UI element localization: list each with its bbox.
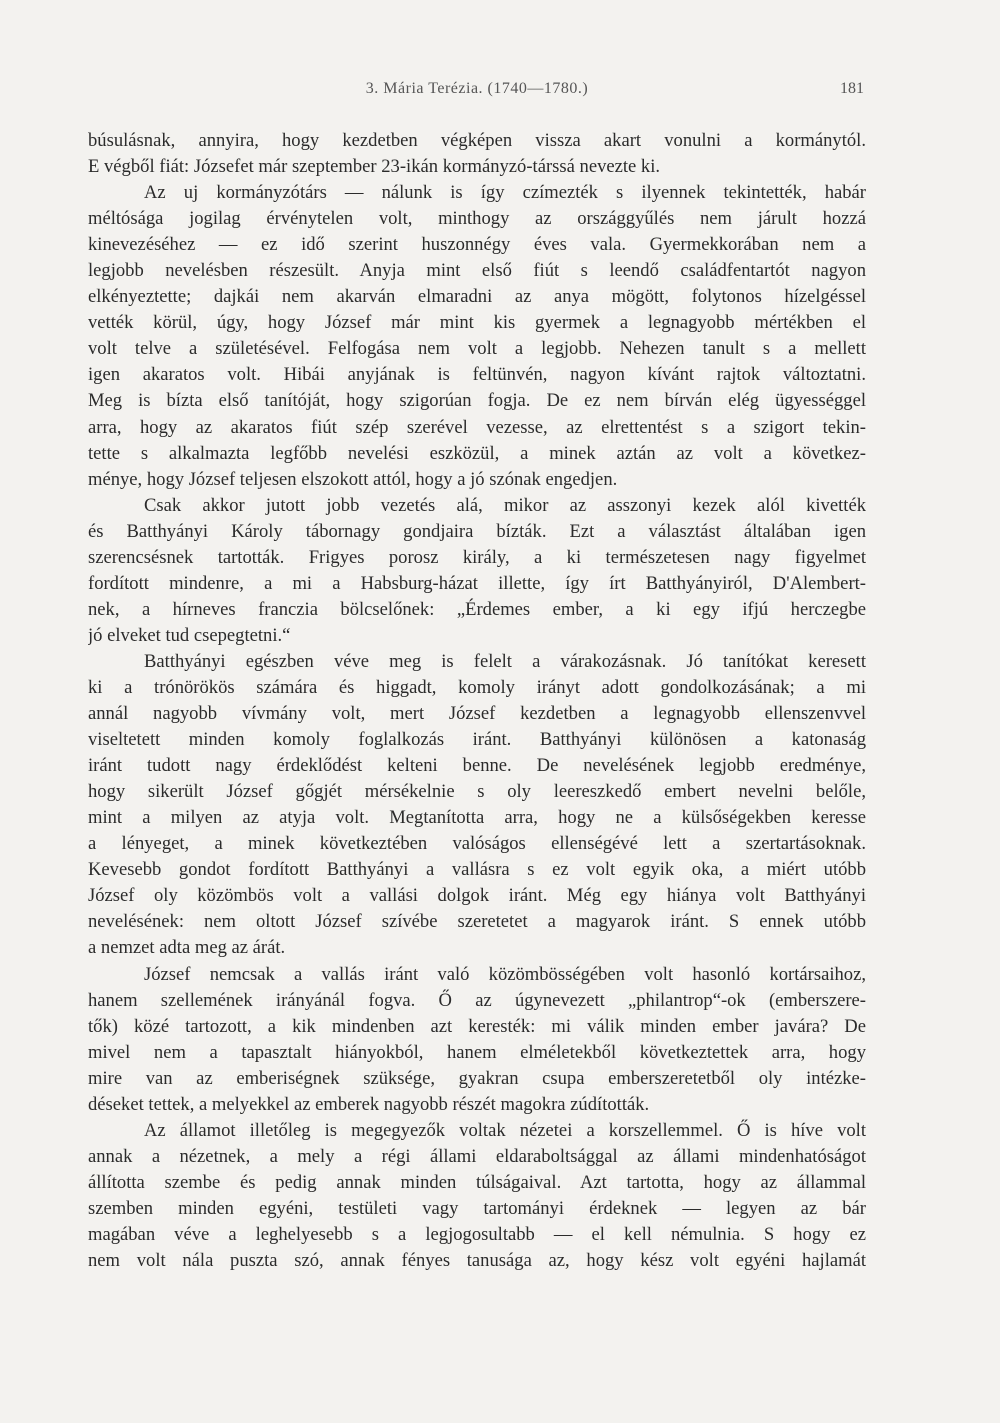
text-line: állította szembe és pedig annak minden túlságaival. Azt tartotta, hogy az állammal xyxy=(88,1171,866,1193)
text-line: vették körül, úgy, hogy József már mint kis gyermek a legnagyobb mértékben el xyxy=(88,312,866,334)
paragraph xyxy=(88,128,866,180)
text-line: és Batthyányi Károly tábornagy gondjaira bízták. Ezt a választást általában igen xyxy=(88,520,866,542)
text-line: ki a trónörökös számára és higgadt, komoly irányt adott gondolkozásának; a mi xyxy=(88,676,866,698)
text-line: déseket tettek, a melyekkel az emberek nagyobb részét magokra zúdították. xyxy=(88,1093,650,1115)
text-line: méltósága jogilag érvénytelen volt, minthogy az országgyűlés nem járult hozzá xyxy=(88,208,866,230)
text-line: igen akaratos volt. Hibái anyjának is feltünvén, nagyon kívánt rajtok változtatni. xyxy=(88,364,866,386)
text-line: iránt tudott nagy érdeklődést kelteni benne. De nevelésének legjobb eredménye, xyxy=(88,755,866,777)
text-line: József oly közömbös volt a vallási dolgok iránt. Még egy hiánya volt Batthyányi xyxy=(88,885,866,907)
text-line: József nemcsak a vallás iránt való közömbösségében volt hasonló kortársaihoz, xyxy=(144,963,866,985)
text-line: a nemzet adta meg az árát. xyxy=(88,937,286,959)
text-line: mivel nem a tapasztalt hiányokból, hanem elméletekből következtettek arra, hogy xyxy=(88,1041,866,1063)
paragraph xyxy=(88,180,866,493)
text-line: nevelésének: nem oltott József szívébe szeretetet a magyarok iránt. S ennek utóbb xyxy=(88,911,866,933)
text-line: nem volt nála puszta szó, annak fényes tanusága az, hogy kész volt egyéni hajlamát xyxy=(88,1250,866,1272)
text-line: szemben minden egyéni, testületi vagy tartományi érdeknek — legyen az bár xyxy=(88,1197,866,1219)
text-line: annak a nézetnek, a mely a régi állami eldaraboltsággal az állami mindenhatóságot xyxy=(88,1145,866,1167)
text-line: volt telve a születésével. Felfogása nem volt a legjobb. Nehezen tanult s a mellett xyxy=(88,338,866,360)
paragraph xyxy=(88,962,866,1118)
text-line: Kevesebb gondot fordított Batthyányi a vallásra s ez volt egyik oka, a miért utóbb xyxy=(88,859,866,881)
body-text xyxy=(88,128,866,1274)
paragraph xyxy=(88,649,866,962)
text-line: legjobb nevelésben részesült. Anyja mint első fiút s leendő családfentartót nagyon xyxy=(88,260,866,282)
text-line: Csak akkor jutott jobb vezetés alá, mikor az asszonyi kezek alól kivették xyxy=(144,494,866,516)
text-line: Meg is bízta első tanítóját, hogy szigorúan fogja. De ez nem bírván elég ügyességgel xyxy=(88,390,866,412)
text-line: kinevezéséhez — ez idő szerint huszonnégy éves vala. Gyermekkorában nem a xyxy=(88,234,866,256)
text-line: Az uj kormányzótárs — nálunk is így czímezték s ilyennek tekintették, habár xyxy=(144,182,866,204)
paragraph xyxy=(88,493,866,649)
text-line: annál nagyobb vívmány volt, mert József kezdetben a legnagyobb ellenszenvvel xyxy=(88,703,866,725)
text-line: szerencsésnek tartották. Frigyes porosz király, a ki természetesen nagy figyelmet xyxy=(88,546,866,568)
text-line: viseltetett minden komoly foglalkozás iránt. Batthyányi különösen a katonaság xyxy=(88,729,866,751)
text-line: nek, a hírneves franczia bölcselőnek: „Érdemes ember, a ki egy ifjú herczegbe xyxy=(88,598,866,620)
text-line: mint a milyen az atyja volt. Megtanította arra, hogy ne a külsőségekben keresse xyxy=(88,807,866,829)
text-line: hogy sikerült József gőgjét mérsékelnie s oly leereszkedő embert nevelni belőle, xyxy=(88,781,866,803)
text-line: jó elveket tud csepegtetni.“ xyxy=(88,624,291,646)
text-line: arra, hogy az akaratos fiút szép szerével vezesse, az elrettentést s a szigort tekin- xyxy=(88,416,866,438)
text-line: elkényeztette; dajkái nem akarván elmaradni az anya mögött, folytonos hízelgéssel xyxy=(88,286,866,308)
text-line: a lényeget, a minek következtében valóságos ellenségévé lett a szertartásoknak. xyxy=(88,833,866,855)
text-line: magában véve a leghelyesebb s a legjogosultabb — el kell némulnia. S hogy ez xyxy=(88,1223,866,1245)
text-line: fordított mindenre, a mi a Habsburg-házat illette, így írt Batthyányiról, D'Alembert- xyxy=(88,572,866,594)
text-line: Az államot illetőleg is megegyezők voltak nézetei a korszellemmel. Ő is híve volt xyxy=(144,1119,866,1141)
text-line: búsulásnak, annyira, hogy kezdetben végképen vissza akart vonulni a kormánytól. xyxy=(88,130,866,151)
running-head xyxy=(88,80,866,106)
text-line: hanem szellemének irányánál fogva. Ő az úgynevezett „philantrop“-ok (emberszere- xyxy=(88,989,866,1011)
chapter-title: 3. Mária Terézia. (1740—1780.) xyxy=(365,80,589,97)
text-line: ménye, hogy József teljesen elszokott attól, hogy a jó szónak engedjen. xyxy=(88,468,618,490)
text-line: mire van az emberiségnek szüksége, gyakran csupa emberszeretetből oly intézke- xyxy=(88,1067,866,1089)
text-line: tette s alkalmazta legfőbb nevelési eszközül, a minek aztán az volt a következ- xyxy=(88,442,866,464)
text-line: E végből fiát: Józsefet már szeptember 23-ikán kormányzó-társsá nevezte ki. xyxy=(88,156,661,178)
text-line: tők) közé tartozott, a kik mindenben azt keresték: mi válik minden ember javára? De xyxy=(88,1015,866,1037)
text-line: Batthyányi egészben véve meg is felelt a várakozásnak. Jó tanítókat keresett xyxy=(144,650,866,672)
page-number: 181 xyxy=(840,80,864,97)
paragraph xyxy=(88,1118,866,1274)
